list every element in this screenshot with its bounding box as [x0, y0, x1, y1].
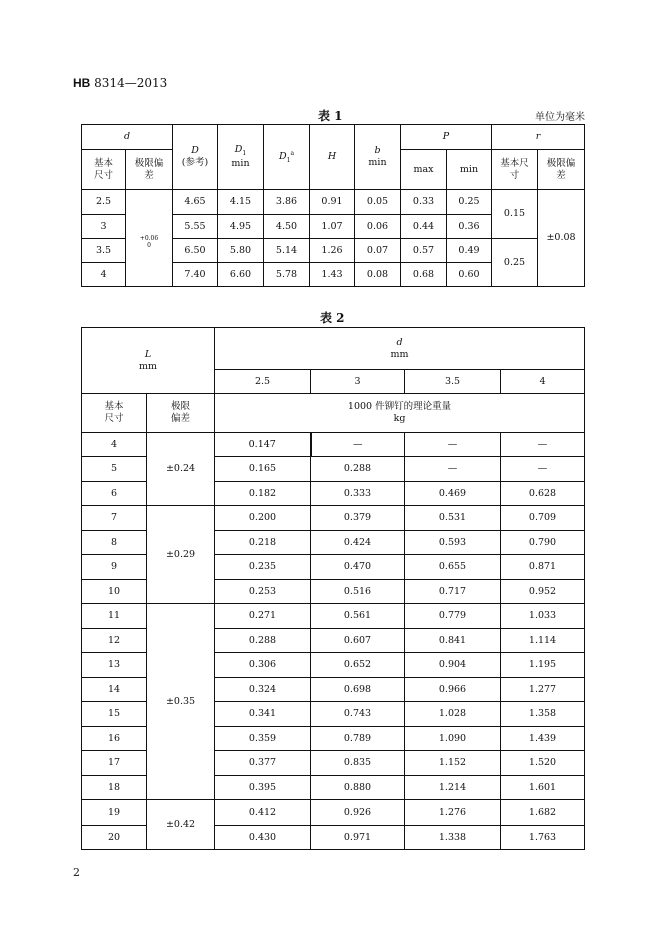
standard-code	[73, 76, 167, 90]
t1-cell: 3.86	[264, 190, 310, 215]
t2-weight: 0.871	[501, 555, 585, 580]
table2-caption: 表 2	[320, 311, 345, 325]
t2-body	[82, 433, 585, 850]
t2-header-L: L mm	[82, 328, 215, 394]
t1-cell: 0.44	[401, 215, 447, 239]
t2-L: 18	[82, 776, 147, 800]
t1-cell: 2.5	[82, 190, 126, 215]
t2-L: 11	[82, 604, 147, 629]
t2-weight: —	[501, 433, 585, 457]
t2-weight: 0.288	[311, 457, 405, 482]
t1-sub-r-basic: 基本尺寸	[492, 150, 538, 190]
table-row	[82, 433, 585, 457]
t1-cell: 0.57	[401, 239, 447, 263]
t1-sub-min: min	[447, 150, 492, 190]
t2-weight: 0.470	[311, 555, 405, 580]
t2-weight: 0.790	[501, 531, 585, 555]
t2-tolerance: ±0.42	[147, 800, 215, 850]
t1-cell: 0.91	[310, 190, 355, 215]
t2-weight: 0.531	[405, 506, 501, 531]
t2-weight: 0.288	[215, 629, 311, 653]
standard-number: 8314—2013	[94, 76, 168, 90]
t2-weight: 0.395	[215, 776, 311, 800]
t2-weight: 0.561	[311, 604, 405, 629]
t2-weight: 1.114	[501, 629, 585, 653]
t2-weight: 0.516	[311, 580, 405, 604]
table-row	[82, 604, 585, 629]
t2-weight: 0.412	[215, 800, 311, 826]
t2-weight: 1.763	[501, 826, 585, 850]
t2-weight: 0.926	[311, 800, 405, 826]
t2-weight: 0.306	[215, 653, 311, 678]
t2-L: 17	[82, 751, 147, 776]
t1-cell: 0.49	[447, 239, 492, 263]
t2-weight: 1.520	[501, 751, 585, 776]
t2-weight: 0.333	[311, 482, 405, 506]
t1-cell: 4.15	[218, 190, 264, 215]
t2-weight: 1.195	[501, 653, 585, 678]
t2-L: 6	[82, 482, 147, 506]
t2-L: 7	[82, 506, 147, 531]
t1-d-tolerance: +0.06 0	[126, 190, 173, 287]
t2-weight: 1.033	[501, 604, 585, 629]
t2-d-value: 3	[311, 370, 405, 394]
t1-cell: 3.5	[82, 239, 126, 263]
t1-cell: 7.40	[173, 263, 218, 287]
t1-sub-tol: 极限偏差	[126, 150, 173, 190]
t2-tolerance: ±0.24	[147, 433, 215, 506]
t2-weight: 0.182	[215, 482, 311, 506]
t1-cell: 5.14	[264, 239, 310, 263]
t1-cell: 0.05	[355, 190, 401, 215]
t1-cell: 0.68	[401, 263, 447, 287]
t1-sub-r-tol: 极限偏差	[538, 150, 585, 190]
t2-weight: 0.904	[405, 653, 501, 678]
t2-weight-title: 1000 件铆钉的理论重量 kg	[215, 394, 585, 433]
t1-r-value-1: 0.15	[492, 190, 538, 239]
t1-cell: 5.80	[218, 239, 264, 263]
t2-L: 16	[82, 727, 147, 751]
t1-sub-basic: 基本尺寸	[82, 150, 126, 190]
t2-weight: 0.324	[215, 678, 311, 702]
t1-cell: 0.07	[355, 239, 401, 263]
t2-sub-basic: 基本尺寸	[82, 394, 147, 433]
t2-L: 20	[82, 826, 147, 850]
t2-weight: 0.147	[215, 433, 311, 457]
t2-weight: 1.152	[405, 751, 501, 776]
table1-unit-note: 单位为毫米	[535, 112, 585, 123]
t1-cell: 1.43	[310, 263, 355, 287]
t2-L: 12	[82, 629, 147, 653]
t2-weight: 0.698	[311, 678, 405, 702]
t2-weight: 0.971	[311, 826, 405, 850]
t1-cell: 0.08	[355, 263, 401, 287]
t2-weight: 0.655	[405, 555, 501, 580]
t2-weight: 0.835	[311, 751, 405, 776]
t2-weight: 0.271	[215, 604, 311, 629]
t2-L: 5	[82, 457, 147, 482]
t2-weight: 0.652	[311, 653, 405, 678]
t2-tolerance: ±0.29	[147, 506, 215, 604]
table-row	[82, 800, 585, 826]
t2-weight: 1.277	[501, 678, 585, 702]
t2-weight: —	[501, 457, 585, 482]
t2-weight: 0.341	[215, 702, 311, 727]
standard-prefix: HB	[73, 76, 91, 90]
t2-weight: 0.200	[215, 506, 311, 531]
table2	[81, 327, 585, 850]
t2-L: 8	[82, 531, 147, 555]
t2-weight: 1.090	[405, 727, 501, 751]
t2-weight: 1.439	[501, 727, 585, 751]
t2-d-value: 4	[501, 370, 585, 394]
t2-L: 4	[82, 433, 147, 457]
t2-weight: 0.253	[215, 580, 311, 604]
t2-weight: 0.743	[311, 702, 405, 727]
t2-weight: 0.841	[405, 629, 501, 653]
t1-cell: 0.25	[447, 190, 492, 215]
t2-L: 14	[82, 678, 147, 702]
t2-sub-tol: 极限偏差	[147, 394, 215, 433]
t2-weight: 1.601	[501, 776, 585, 800]
t1-cell: 4.50	[264, 215, 310, 239]
t1-cell: 4.95	[218, 215, 264, 239]
t2-weight: 0.430	[215, 826, 311, 850]
t1-r-tolerance: ±0.08	[538, 190, 585, 287]
t2-L: 19	[82, 800, 147, 826]
t2-weight: 1.682	[501, 800, 585, 826]
t2-L: 9	[82, 555, 147, 580]
t2-weight: 0.607	[311, 629, 405, 653]
table1-caption: 表 1	[318, 109, 343, 123]
t2-L: 13	[82, 653, 147, 678]
t2-d-value: 3.5	[405, 370, 501, 394]
t1-sub-max: max	[401, 150, 447, 190]
t1-cell: 5.78	[264, 263, 310, 287]
table-row	[82, 506, 585, 531]
t1-cell: 0.33	[401, 190, 447, 215]
page-number: 2	[73, 866, 80, 879]
t1-cell: 3	[82, 215, 126, 239]
t1-r-value-2: 0.25	[492, 239, 538, 287]
t2-weight: 0.966	[405, 678, 501, 702]
t1-header-D: D (参考)	[173, 125, 218, 190]
t2-weight: 0.880	[311, 776, 405, 800]
t1-cell: 6.50	[173, 239, 218, 263]
t2-weight: 0.218	[215, 531, 311, 555]
t2-tolerance: ±0.35	[147, 604, 215, 800]
t1-header-P: P	[401, 125, 492, 150]
t1-header-b: b min	[355, 125, 401, 190]
t2-weight: 1.276	[405, 800, 501, 826]
t2-weight: 0.952	[501, 580, 585, 604]
t1-cell: 0.06	[355, 215, 401, 239]
t2-weight: 0.469	[405, 482, 501, 506]
t2-weight: 0.424	[311, 531, 405, 555]
t2-weight: 0.379	[311, 506, 405, 531]
table1	[81, 124, 585, 287]
t2-weight: —	[405, 433, 501, 457]
t1-header-r: r	[492, 125, 585, 150]
t2-weight: 0.717	[405, 580, 501, 604]
t1-cell: 0.36	[447, 215, 492, 239]
t2-weight: 0.779	[405, 604, 501, 629]
t2-weight: 0.628	[501, 482, 585, 506]
t2-weight: 0.593	[405, 531, 501, 555]
t1-header-D1a: $D_1^a$	[264, 125, 310, 190]
t2-L: 10	[82, 580, 147, 604]
t2-weight: 0.789	[311, 727, 405, 751]
t2-weight: 1.338	[405, 826, 501, 850]
t2-weight: 1.214	[405, 776, 501, 800]
t2-weight: 0.165	[215, 457, 311, 482]
t1-cell: 1.26	[310, 239, 355, 263]
t1-cell: 4.65	[173, 190, 218, 215]
t1-cell: 6.60	[218, 263, 264, 287]
t2-header-d: d mm	[215, 328, 585, 370]
t1-cell: 4	[82, 263, 126, 287]
t2-weight: 1.028	[405, 702, 501, 727]
t1-cell: 1.07	[310, 215, 355, 239]
t2-d-value: 2.5	[215, 370, 311, 394]
t2-weight: 0.709	[501, 506, 585, 531]
t1-cell: 5.55	[173, 215, 218, 239]
t2-weight: —	[311, 433, 405, 457]
t2-L: 15	[82, 702, 147, 727]
t1-header-d: d	[82, 125, 173, 150]
t2-weight: 0.359	[215, 727, 311, 751]
t2-weight: 0.377	[215, 751, 311, 776]
t2-weight: 1.358	[501, 702, 585, 727]
t1-header-H: H	[310, 125, 355, 190]
t1-header-D1: $D_1$ min	[218, 125, 264, 190]
t2-weight: 0.235	[215, 555, 311, 580]
t1-cell: 0.60	[447, 263, 492, 287]
t2-weight: —	[405, 457, 501, 482]
